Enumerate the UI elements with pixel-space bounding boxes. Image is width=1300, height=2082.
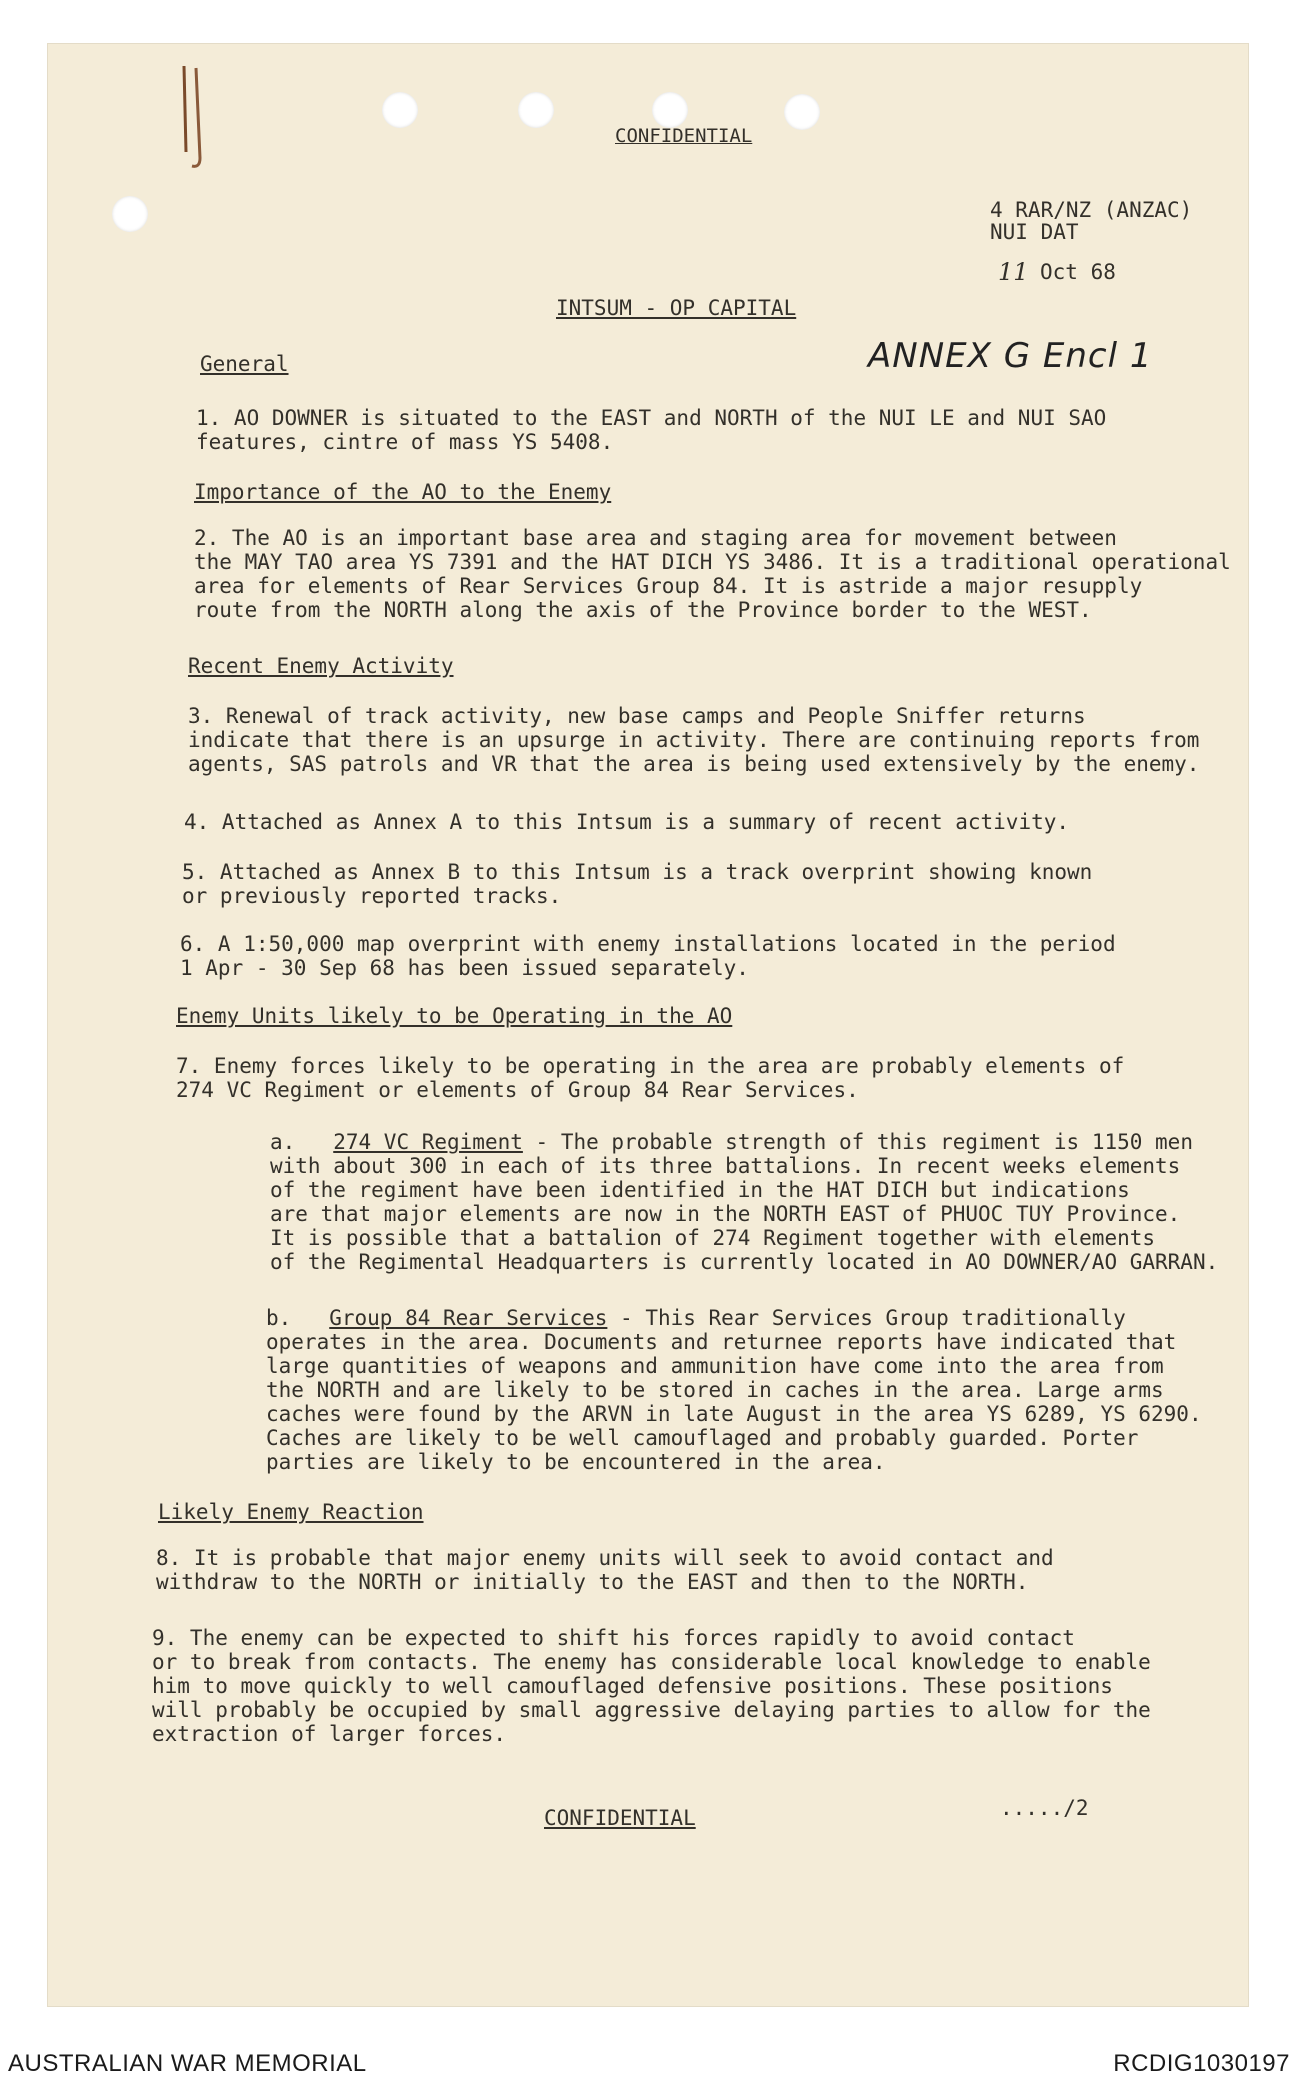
- paragraph-line: 9. The enemy can be expected to shift his forces rapidly to avoid contact: [152, 1626, 1075, 1650]
- punch-hole: [652, 92, 688, 128]
- paragraph-line: operates in the area. Documents and returnee reports have indicated that: [266, 1330, 1177, 1354]
- section-heading-enemy-units: Enemy Units likely to be Operating in the AO: [176, 1004, 733, 1028]
- archive-id: RCDIG1030197: [1113, 2050, 1290, 2077]
- paragraph-7: [176, 1054, 1124, 1102]
- paragraph-line: large quantities of weapons and ammunition have come into the area from: [266, 1354, 1164, 1378]
- punch-hole: [784, 94, 820, 130]
- paragraph-line: will probably be occupied by small aggressive delaying parties to allow for the: [152, 1698, 1151, 1722]
- paragraph-line: It is possible that a battalion of 274 Regiment together with elements: [270, 1226, 1156, 1250]
- punch-hole: [112, 196, 148, 232]
- paragraph-line: 5. Attached as Annex B to this Intsum is a track overprint showing known: [182, 860, 1093, 884]
- paragraph-6: [180, 932, 1116, 980]
- paragraph-line: caches were found by the ARVN in late August in the area YS 6289, YS 6290.: [266, 1402, 1202, 1426]
- paragraph-5: [182, 860, 1092, 908]
- archive-name: AUSTRALIAN WAR MEMORIAL: [8, 2050, 367, 2077]
- paragraph-line: 4. Attached as Annex A to this Intsum is a summary of recent activity.: [184, 810, 1070, 834]
- paragraph-line: 2. The AO is an important base area and staging area for movement between: [194, 526, 1117, 550]
- paragraph-9: [152, 1626, 1151, 1746]
- unit-location: NUI DAT: [990, 220, 1079, 244]
- document-date: Oct 68: [1040, 260, 1116, 284]
- paragraph-line: or previously reported tracks.: [182, 884, 562, 908]
- paragraph-line: withdraw to the NORTH or initially to the EAST and then to the NORTH.: [156, 1570, 1029, 1594]
- date-day-handwritten: 11: [998, 258, 1029, 286]
- paragraph-2: [194, 526, 1231, 622]
- paragraph-1: [196, 406, 1106, 454]
- paragraph-line: 3. Renewal of track activity, new base camps and People Sniffer returns: [188, 704, 1086, 728]
- section-heading-recent-activity: Recent Enemy Activity: [188, 654, 454, 678]
- paragraph-line: of the Regimental Headquarters is currently located in AO DOWNER/AO GARRAN.: [270, 1250, 1219, 1274]
- paragraph-line: agents, SAS patrols and VR that the area is being used extensively by the enemy.: [188, 752, 1200, 776]
- paragraph-line: the NORTH and are likely to be stored in caches in the area. Large arms: [266, 1378, 1164, 1402]
- document-title: INTSUM - OP CAPITAL: [556, 296, 797, 320]
- paragraph-7a: [270, 1130, 1218, 1274]
- subparagraph-title: Group 84 Rear Services: [329, 1306, 608, 1330]
- paragraph-line: 1 Apr - 30 Sep 68 has been issued separately.: [180, 956, 749, 980]
- paragraph-7b: [266, 1306, 1202, 1474]
- classification-top: CONFIDENTIAL: [615, 125, 753, 147]
- handwritten-annex-annotation: ANNEX G Encl 1: [868, 336, 1153, 376]
- punch-hole: [382, 92, 418, 128]
- punch-hole: [518, 92, 554, 128]
- paragraph-line: Caches are likely to be well camouflaged and probably guarded. Porter: [266, 1426, 1139, 1450]
- unit-designation: 4 RAR/NZ (ANZAC): [990, 198, 1193, 222]
- paragraph-line: route from the NORTH along the axis of the Province border to the WEST.: [194, 598, 1092, 622]
- subparagraph-title: 274 VC Regiment: [333, 1130, 523, 1154]
- paragraph-line: - This Rear Services Group traditionally: [607, 1306, 1126, 1330]
- paragraph-line: are that major elements are now in the NORTH EAST of PHUOC TUY Province.: [270, 1202, 1181, 1226]
- paragraph-line: - The probable strength of this regiment is 1150 men: [522, 1130, 1193, 1154]
- section-heading-enemy-reaction: Likely Enemy Reaction: [158, 1500, 424, 1524]
- classification-bottom: CONFIDENTIAL: [544, 1806, 696, 1830]
- staple-mark-icon: [176, 62, 210, 172]
- paragraph-line: 8. It is probable that major enemy units will seek to avoid contact and: [156, 1546, 1054, 1570]
- paragraph-line: extraction of larger forces.: [152, 1722, 507, 1746]
- paragraph-line: [266, 1306, 1202, 1330]
- paragraph-3: [188, 704, 1199, 776]
- paragraph-line: the MAY TAO area YS 7391 and the HAT DICH YS 3486. It is a traditional operational: [194, 550, 1231, 574]
- paragraph-line: of the regiment have been identified in the HAT DICH but indications: [270, 1178, 1130, 1202]
- subparagraph-label: a.: [270, 1130, 296, 1154]
- paragraph-line: features, cintre of mass YS 5408.: [196, 430, 614, 454]
- page-continuation: ...../2: [1000, 1796, 1089, 1820]
- section-heading-general: General: [200, 352, 289, 376]
- subparagraph-label: b.: [266, 1306, 292, 1330]
- paragraph-line: 274 VC Regiment or elements of Group 84 Rear Services.: [176, 1078, 859, 1102]
- paragraph-line: him to move quickly to well camouflaged defensive positions. These positions: [152, 1674, 1113, 1698]
- paragraph-line: 6. A 1:50,000 map overprint with enemy installations located in the period: [180, 932, 1116, 956]
- paragraph-line: area for elements of Rear Services Group 84. It is astride a major resupply: [194, 574, 1143, 598]
- paragraph-line: parties are likely to be encountered in the area.: [266, 1450, 886, 1474]
- section-heading-importance: Importance of the AO to the Enemy: [194, 480, 612, 504]
- paragraph-4: [184, 810, 1069, 834]
- paragraph-line: or to break from contacts. The enemy has considerable local knowledge to enable: [152, 1650, 1151, 1674]
- paragraph-line: indicate that there is an upsurge in activity. There are continuing reports from: [188, 728, 1200, 752]
- paragraph-8: [156, 1546, 1054, 1594]
- paragraph-line: with about 300 in each of its three battalions. In recent weeks elements: [270, 1154, 1181, 1178]
- paragraph-line: 7. Enemy forces likely to be operating in the area are probably elements of: [176, 1054, 1125, 1078]
- paragraph-line: [270, 1130, 1218, 1154]
- paragraph-line: 1. AO DOWNER is situated to the EAST and NORTH of the NUI LE and NUI SAO: [196, 406, 1107, 430]
